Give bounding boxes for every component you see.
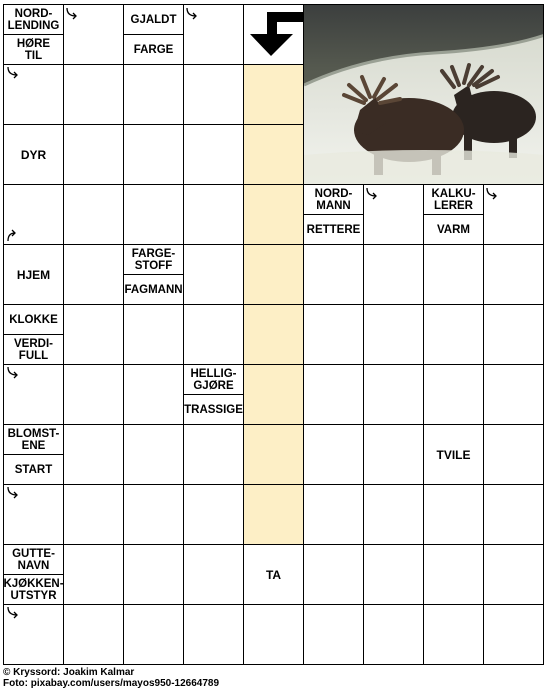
grid-cell[interactable]: [483, 544, 544, 605]
grid-cell[interactable]: [303, 304, 364, 365]
grid-cell[interactable]: [183, 64, 244, 125]
curved-arrow-up-icon: [5, 226, 21, 242]
grid-cell[interactable]: [363, 364, 424, 425]
photo-credit: Foto: pixabay.com/users/mayos950-12664789: [3, 678, 220, 689]
grid-cell[interactable]: [63, 124, 124, 185]
grid-cell[interactable]: [363, 544, 424, 605]
grid-cell[interactable]: [423, 364, 484, 425]
grid-cell[interactable]: [183, 244, 244, 305]
grid-cell[interactable]: [63, 604, 124, 665]
clue-kalkulerer: KALKU- LERER: [423, 184, 484, 215]
clue-farge: FARGE: [123, 34, 184, 65]
grid-cell[interactable]: [123, 604, 184, 665]
moose-photo: [303, 4, 544, 185]
grid-cell[interactable]: [303, 424, 364, 485]
credits: [3, 667, 219, 689]
grid-cell[interactable]: [63, 484, 124, 545]
grid-cell[interactable]: [183, 424, 244, 485]
clue-rettere: RETTERE: [303, 214, 364, 245]
grid-cell[interactable]: [483, 244, 544, 305]
clue-nordlending: NORD- LENDING: [3, 4, 64, 35]
grid-cell[interactable]: [63, 424, 124, 485]
grid-cell[interactable]: [363, 244, 424, 305]
clue-klokke: KLOKKE: [3, 304, 64, 335]
clue-fagmann: FAGMANN: [123, 274, 184, 305]
grid-cell[interactable]: [243, 64, 304, 125]
grid-cell[interactable]: [63, 364, 124, 425]
grid-cell[interactable]: [423, 304, 484, 365]
clue-kjokkenutstyr: KJØKKEN- UTSTYR: [3, 574, 64, 605]
grid-cell[interactable]: [63, 184, 124, 245]
curved-arrow-right-icon: [64, 7, 80, 23]
arrow-down-icon: [247, 10, 305, 60]
curved-arrow-right-icon: [484, 187, 500, 203]
clue-fargestoff: FARGE- STOFF: [123, 244, 184, 275]
grid-cell[interactable]: [423, 244, 484, 305]
clue-gjaldt: GJALDT: [123, 4, 184, 35]
curved-arrow-right-icon: [184, 7, 200, 23]
clue-verdifull: VERDI- FULL: [3, 334, 64, 365]
clue-nordmann: NORD- MANN: [303, 184, 364, 215]
grid-cell[interactable]: [243, 184, 304, 245]
grid-cell[interactable]: [183, 484, 244, 545]
clue-varm: VARM: [423, 214, 484, 245]
grid-cell[interactable]: [183, 304, 244, 365]
grid-cell[interactable]: [63, 304, 124, 365]
grid-cell[interactable]: [423, 484, 484, 545]
grid-cell[interactable]: [123, 424, 184, 485]
grid-cell[interactable]: [123, 64, 184, 125]
grid-cell[interactable]: [123, 124, 184, 185]
grid-cell[interactable]: [63, 244, 124, 305]
grid-cell[interactable]: [183, 124, 244, 185]
clue-hjem: HJEM: [3, 244, 64, 305]
grid-cell[interactable]: [483, 604, 544, 665]
curved-arrow-right-icon: [5, 66, 21, 82]
grid-cell[interactable]: [243, 424, 304, 485]
grid-cell[interactable]: [483, 364, 544, 425]
grid-cell[interactable]: [243, 244, 304, 305]
grid-cell[interactable]: [123, 484, 184, 545]
grid-cell[interactable]: [423, 604, 484, 665]
grid-cell[interactable]: [303, 244, 364, 305]
grid-cell[interactable]: [123, 544, 184, 605]
grid-cell[interactable]: [183, 544, 244, 605]
grid-cell[interactable]: [363, 304, 424, 365]
clue-trassige: TRASSIGE: [183, 394, 244, 425]
grid-cell[interactable]: [363, 604, 424, 665]
grid-cell[interactable]: [483, 304, 544, 365]
grid-cell[interactable]: [183, 604, 244, 665]
grid-cell[interactable]: [243, 604, 304, 665]
clue-tvile: TVILE: [423, 424, 484, 485]
clue-start: START: [3, 454, 64, 485]
grid-cell[interactable]: [183, 184, 244, 245]
grid-cell[interactable]: [243, 304, 304, 365]
grid-cell[interactable]: [303, 484, 364, 545]
grid-cell[interactable]: [123, 304, 184, 365]
clue-dyr: DYR: [3, 124, 64, 185]
curved-arrow-right-icon: [5, 486, 21, 502]
grid-cell[interactable]: [303, 604, 364, 665]
grid-cell[interactable]: [63, 544, 124, 605]
grid-cell[interactable]: [243, 364, 304, 425]
grid-cell[interactable]: [123, 364, 184, 425]
clue-guttenavn: GUTTE- NAVN: [3, 544, 64, 575]
clue-hore_til: HØRE TIL: [3, 34, 64, 65]
grid-cell[interactable]: [63, 64, 124, 125]
curved-arrow-right-icon: [364, 187, 380, 203]
grid-cell[interactable]: [483, 424, 544, 485]
curved-arrow-right-icon: [5, 366, 21, 382]
curved-arrow-right-icon: [5, 606, 21, 622]
grid-cell[interactable]: [483, 484, 544, 545]
clue-ta: TA: [243, 544, 304, 605]
grid-cell[interactable]: [243, 124, 304, 185]
clue-helliggjore: HELLIG- GJØRE: [183, 364, 244, 395]
grid-cell[interactable]: [123, 184, 184, 245]
grid-cell[interactable]: [423, 544, 484, 605]
grid-cell[interactable]: [303, 544, 364, 605]
clue-blomstene: BLOMST- ENE: [3, 424, 64, 455]
author-credit: © Kryssord: Joakim Kalmar: [3, 667, 135, 678]
grid-cell[interactable]: [363, 484, 424, 545]
grid-cell[interactable]: [243, 484, 304, 545]
grid-cell[interactable]: [363, 424, 424, 485]
grid-cell[interactable]: [303, 364, 364, 425]
